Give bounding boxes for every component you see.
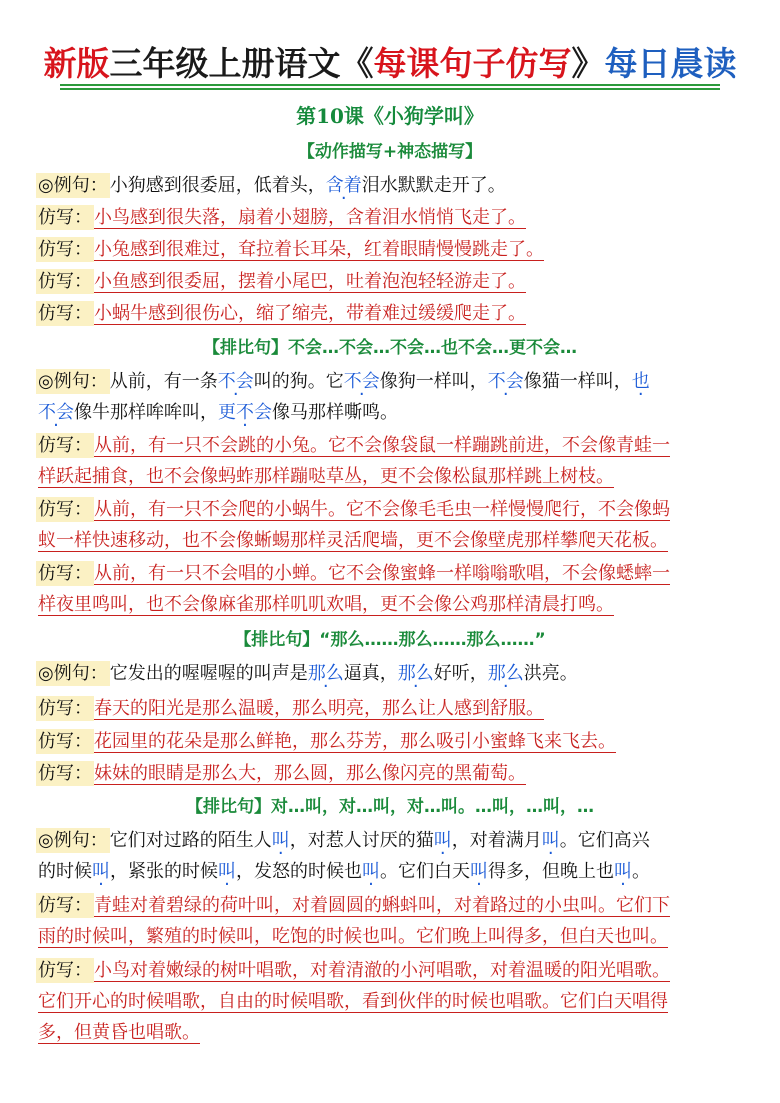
imitation-text: 小兔感到很难过，耷拉着长耳朵，红着眼睛慢慢跳走了。 (94, 239, 544, 260)
example-text: 的时候 (38, 861, 92, 882)
example-keyword: 不会 (343, 371, 380, 392)
imitation-sentence (38, 894, 670, 918)
imitation-text: 多，但黄昏也唱歌。 (38, 1022, 200, 1043)
imitation-sentence (38, 270, 526, 294)
example-text: 小狗感到很委屈，低着头， (109, 175, 326, 196)
example-sentence (38, 174, 506, 198)
title-part: 每日晨读 (604, 44, 737, 83)
imitation-text: 小鱼感到很委屈，摆着小尾巴，吐着泡泡轻轻游走了。 (94, 271, 526, 292)
example-keyword: 那么 (307, 663, 344, 684)
example-text: 。它们高兴 (559, 830, 650, 851)
imitate-label: 仿写： (38, 763, 92, 784)
title-part: 每课句子仿写 (373, 44, 572, 83)
imitation-sentence (38, 562, 670, 586)
example-sentence-cont (38, 860, 650, 884)
example-keyword: 不会 (38, 402, 74, 423)
title-divider (60, 84, 720, 86)
example-keyword: 那么 (397, 663, 434, 684)
section-heading: 【排比句】对…叫，对…叫，对…叫。…叫，…叫，… (186, 797, 594, 817)
example-text: 像马那样嘶鸣。 (272, 402, 398, 423)
imitation-text: 从前，有一只不会唱的小蝉。它不会像蜜蜂一样嗡嗡歌唱，不会像蟋蟀一 (94, 563, 670, 584)
page-title (0, 38, 780, 85)
example-keyword: 叫 (362, 861, 380, 882)
example-keyword: 不会 (217, 371, 254, 392)
imitation-sentence (38, 959, 670, 983)
example-sentence-cont (38, 401, 398, 425)
section-heading: 【排比句】不会…不会…不会…也不会…更不会… (203, 338, 577, 358)
imitation-text: 花园里的花朵是那么鲜艳，那么芬芳，那么吸引小蜜蜂飞来飞去。 (94, 731, 616, 752)
example-keyword: 叫 (614, 861, 632, 882)
imitation-text: 小鸟对着嫩绿的树叶唱歌，对着清澈的小河唱歌，对着温暖的阳光唱歌。 (94, 960, 670, 981)
example-text: ，对着满月 (451, 830, 542, 851)
example-text: 它发出的喔喔喔的叫声是 (109, 663, 308, 684)
imitate-label: 仿写： (38, 895, 92, 916)
example-text: ，紧张的时候 (110, 861, 218, 882)
imitate-label: 仿写： (38, 435, 92, 456)
imitation-sentence-cont (38, 465, 614, 489)
example-text: 。 (632, 861, 650, 882)
example-sentence (38, 662, 578, 686)
imitation-text: 样夜里鸣叫，也不会像麻雀那样叽叽欢唱，更不会像公鸡那样清晨打鸣。 (38, 594, 614, 615)
title-part: 三年级上册语文《 (109, 44, 374, 83)
imitation-sentence-cont (38, 925, 668, 949)
imitation-text: 蚁一样快速移动，也不会像蜥蜴那样灵活爬墙，更不会像壁虎那样攀爬天花板。 (38, 530, 668, 551)
imitation-text: 青蛙对着碧绿的荷叶叫，对着圆圆的蝌蚪叫，对着路过的小虫叫。它们下 (94, 895, 670, 916)
example-text: 。它们白天 (380, 861, 470, 882)
imitation-sentence (38, 730, 616, 754)
section-heading: 【排比句】“那么……那么……那么……” (234, 630, 546, 650)
title-part: 》 (571, 44, 605, 83)
title-divider (60, 88, 720, 90)
imitation-text: 妹妹的眼睛是那么大，那么圆，那么像闪亮的黑葡萄。 (94, 763, 526, 784)
imitation-text: 春天的阳光是那么温暖，那么明亮，那么让人感到舒服。 (94, 698, 544, 719)
example-keyword: 叫 (541, 830, 560, 851)
imitation-text: 样跃起捕食，也不会像蚂蚱那样蹦哒草丛，更不会像松鼠那样跳上树枝。 (38, 466, 614, 487)
example-text: 得多，但晚上也 (488, 861, 614, 882)
example-text: ，对惹人讨厌的猫 (289, 830, 434, 851)
example-text: 叫的狗。它 (253, 371, 344, 392)
imitate-label: 仿写： (38, 271, 92, 292)
example-text: 泪水默默走开了。 (361, 175, 506, 196)
example-label: ◎例句： (38, 371, 108, 392)
example-label: ◎例句： (38, 830, 108, 851)
example-keyword: 更不会 (218, 402, 272, 423)
imitation-text: 从前，有一只不会爬的小蜗牛。它不会像毛毛虫一样慢慢爬行，不会像蚂 (94, 499, 670, 520)
imitate-label: 仿写： (38, 960, 92, 981)
imitation-sentence (38, 697, 544, 721)
example-label: ◎例句： (38, 175, 108, 196)
imitation-sentence (38, 762, 526, 786)
imitation-sentence (38, 434, 670, 458)
imitation-text: 小鸟感到很失落，扇着小翅膀，含着泪水悄悄飞走了。 (94, 207, 526, 228)
example-label: ◎例句： (38, 663, 108, 684)
imitation-sentence (38, 238, 544, 262)
imitate-label: 仿写： (38, 698, 92, 719)
example-keyword: 叫 (92, 861, 110, 882)
example-text: 像牛那样哞哞叫， (74, 402, 218, 423)
imitate-label: 仿写： (38, 239, 92, 260)
section-heading: 【动作描写+神态描写】 (297, 142, 483, 162)
example-text: ，发怒的时候也 (236, 861, 362, 882)
imitation-sentence-cont (38, 529, 668, 553)
example-keyword: 叫 (433, 830, 452, 851)
imitation-sentence (38, 206, 526, 230)
imitation-sentence-cont (38, 1021, 200, 1045)
example-keyword: 叫 (218, 861, 236, 882)
example-text: 好听， (433, 663, 488, 684)
imitate-label: 仿写： (38, 499, 92, 520)
example-keyword: 含着 (325, 175, 362, 196)
imitate-label: 仿写： (38, 731, 92, 752)
example-keyword: 那么 (487, 663, 524, 684)
example-keyword: 不会 (487, 371, 524, 392)
example-sentence (38, 829, 650, 853)
imitate-label: 仿写： (38, 207, 92, 228)
example-keyword: 叫 (470, 861, 488, 882)
example-text: 洪亮。 (523, 663, 578, 684)
example-keyword: 也 (631, 371, 650, 392)
example-text: 它们对过路的陌生人 (109, 830, 272, 851)
imitate-label: 仿写： (38, 303, 92, 324)
example-text: 逼真， (343, 663, 398, 684)
imitation-text: 小蜗牛感到很伤心，缩了缩壳，带着难过缓缓爬走了。 (94, 303, 526, 324)
example-text: 像猫一样叫， (523, 371, 632, 392)
example-text: 像狗一样叫， (379, 371, 488, 392)
imitation-text: 从前，有一只不会跳的小兔。它不会像袋鼠一样蹦跳前进，不会像青蛙一 (94, 435, 670, 456)
example-sentence (38, 370, 650, 394)
lesson-subtitle: 第10课《小狗学叫》 (296, 104, 484, 128)
title-part: 新版 (43, 44, 110, 83)
example-keyword: 叫 (271, 830, 290, 851)
imitation-sentence-cont (38, 990, 668, 1014)
imitate-label: 仿写： (38, 563, 92, 584)
imitation-text: 雨的时候叫，繁殖的时候叫，吃饱的时候也叫。它们晚上叫得多，但白天也叫。 (38, 926, 668, 947)
imitation-sentence-cont (38, 593, 614, 617)
imitation-text: 它们开心的时候唱歌，自由的时候唱歌，看到伙伴的时候也唱歌。它们白天唱得 (38, 991, 668, 1012)
imitation-sentence (38, 302, 526, 326)
example-text: 从前，有一条 (109, 371, 218, 392)
imitation-sentence (38, 498, 670, 522)
